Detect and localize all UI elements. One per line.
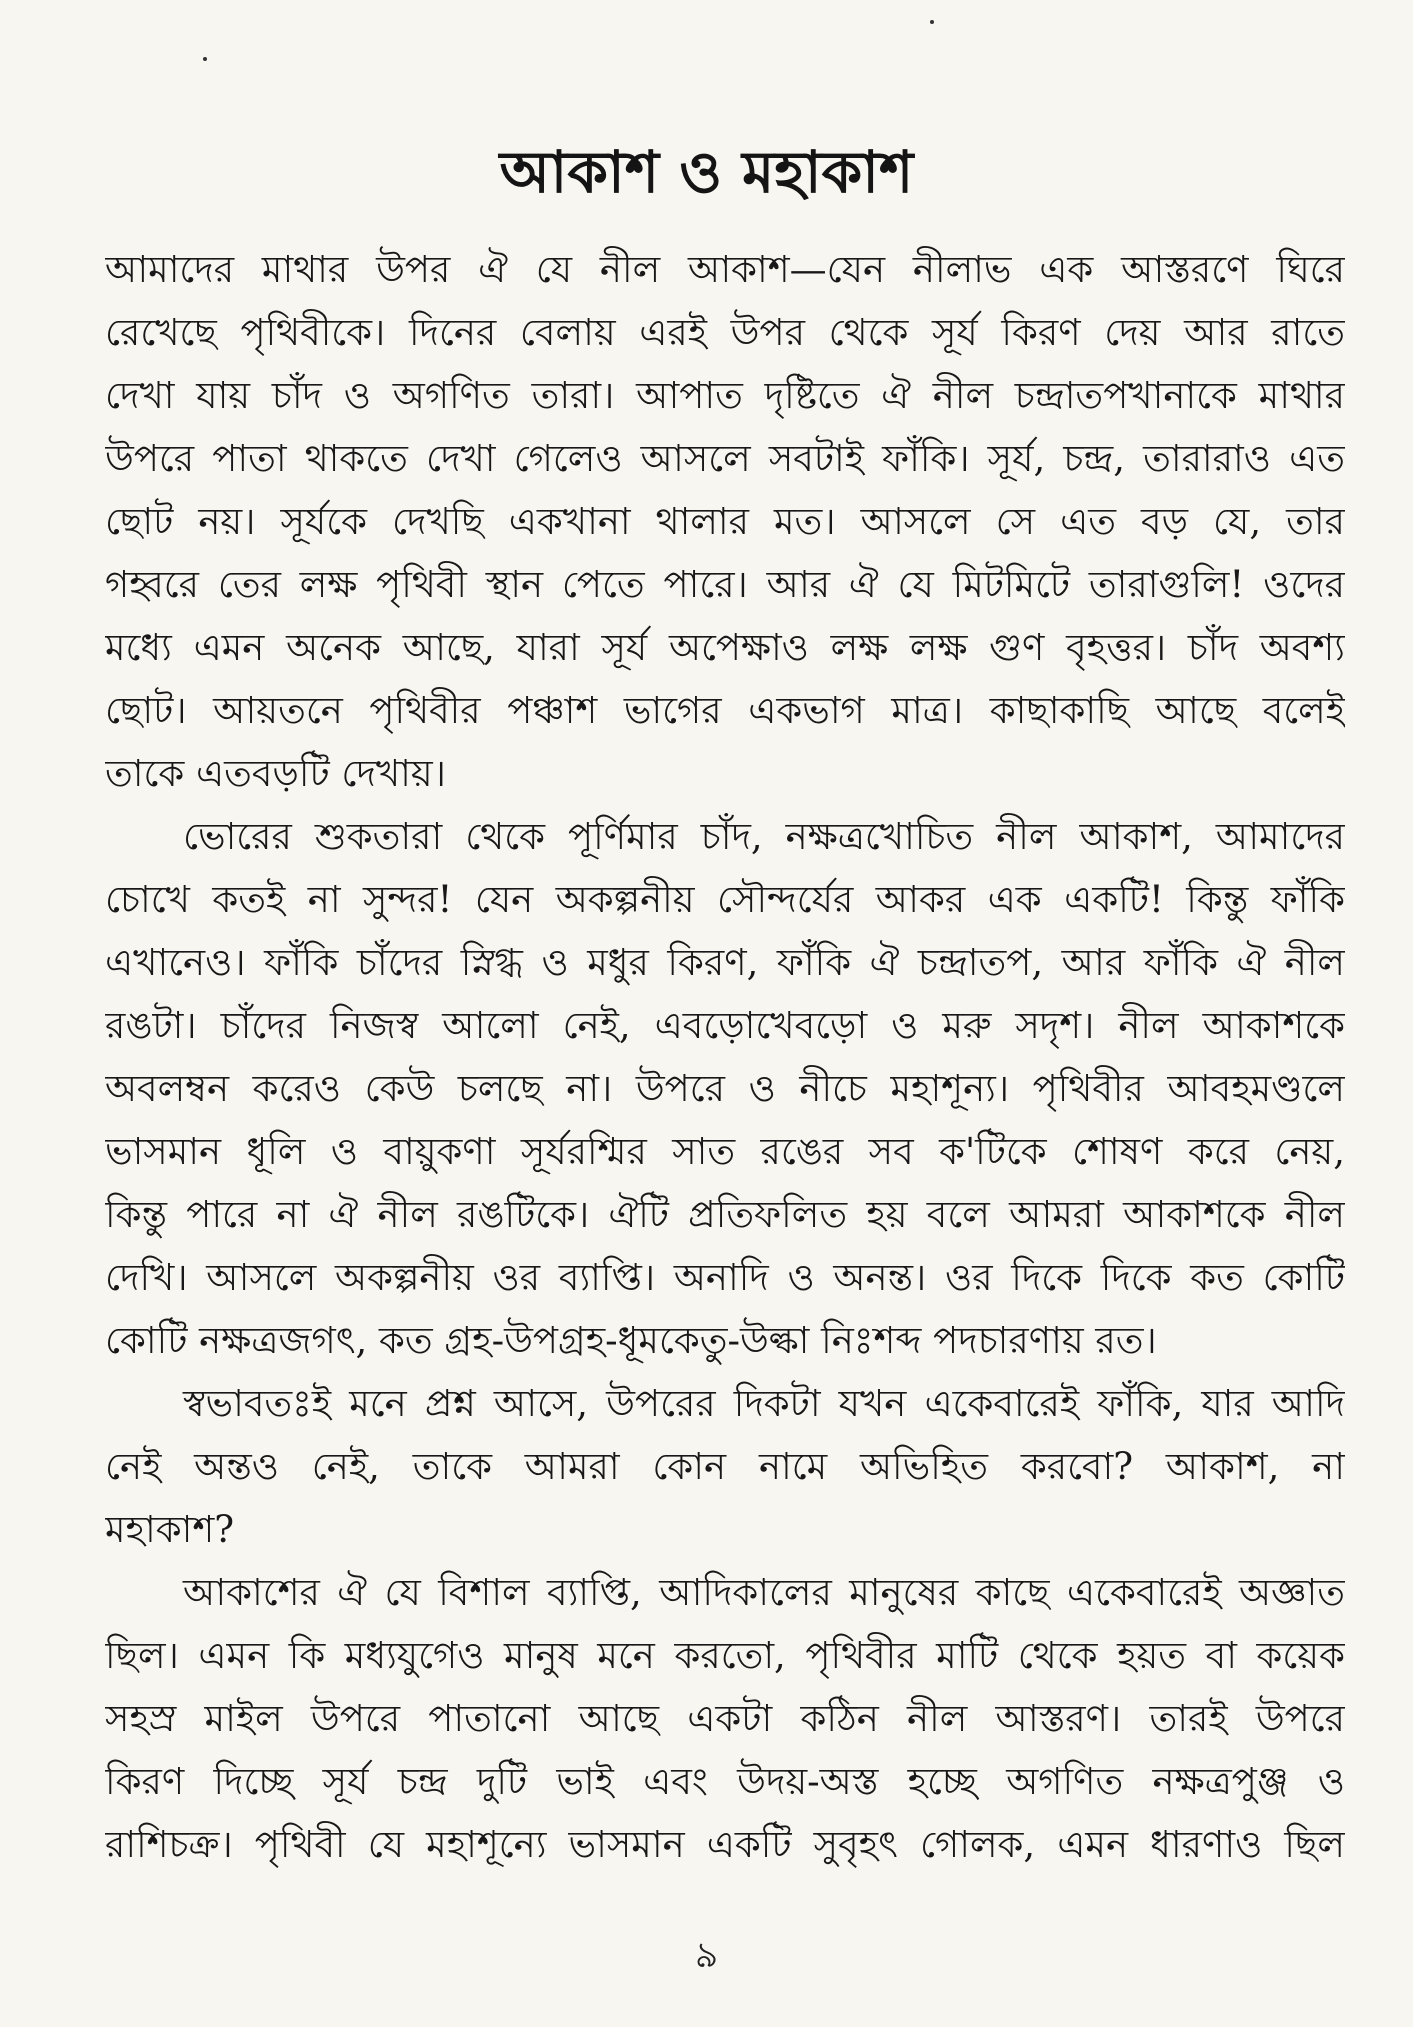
- text-line: দেখি। আসলে অকল্পনীয় ওর ব্যাপ্তি। অনাদি ও অনন্ত। ওর দিকে দিকে কত কোটি: [105, 1256, 1345, 1299]
- page-number: ৯: [694, 1935, 719, 1976]
- text-line: আমাদের মাথার উপর ঐ যে নীল আকাশ—যেন নীলাভ এক আস্তরণে ঘিরে: [105, 248, 1345, 291]
- ink-speck: [203, 57, 207, 61]
- text-line: আকাশের ঐ যে বিশাল ব্যাপ্তি, আদিকালের মানুষের কাছে একেবারেই অজ্ঞাত: [183, 1571, 1345, 1614]
- text-line: এখানেও। ফাঁকি চাঁদের স্নিগ্ধ ও মধুর কিরণ, ফাঁকি ঐ চন্দ্রাতপ, আর ফাঁকি ঐ নীল: [105, 941, 1345, 984]
- text-line: কোটি নক্ষত্রজগৎ, কত গ্রহ-উপগ্রহ-ধূমকেতু-উল্কা নিঃশব্দ পদচারণায় রত।: [105, 1319, 1157, 1362]
- ink-speck: [930, 20, 934, 24]
- text-line: অবলম্বন করেও কেউ চলছে না। উপরে ও নীচে মহাশূন্য। পৃথিবীর আবহমণ্ডলে: [105, 1067, 1345, 1110]
- page-title: আকাশ ও মহাকাশ: [499, 138, 914, 206]
- text-line: কিন্তু পারে না ঐ নীল রঙটিকে। ঐটি প্রতিফলিত হয় বলে আমরা আকাশকে নীল: [105, 1193, 1345, 1236]
- text-line: সহস্র মাইল উপরে পাতানো আছে একটা কঠিন নীল আস্তরণ। তারই উপরে: [105, 1697, 1345, 1740]
- text-line: তাকে এতবড়টি দেখায়।: [105, 752, 446, 795]
- body-text: [105, 238, 1345, 1876]
- text-line: গহ্বরে তের লক্ষ পৃথিবী স্থান পেতে পারে। আর ঐ যে মিটমিটে তারাগুলি! ওদের: [105, 563, 1345, 606]
- text-line: নেই অন্তও নেই, তাকে আমরা কোন নামে অভিহিত করবো? আকাশ, না: [105, 1445, 1345, 1488]
- text-line: ছিল। এমন কি মধ্যযুগেও মানুষ মনে করতো, পৃথিবীর মাটি থেকে হয়ত বা কয়েক: [105, 1634, 1345, 1677]
- text-line: ভাসমান ধূলি ও বায়ুকণা সূর্যরশ্মির সাত রঙের সব ক'টিকে শোষণ করে নেয়,: [105, 1130, 1345, 1173]
- text-line: ছোট নয়। সূর্যকে দেখছি একখানা থালার মত। আসলে সে এত বড় যে, তার: [105, 500, 1345, 543]
- text-line: রেখেছে পৃথিবীকে। দিনের বেলায় এরই উপর থেকে সূর্য কিরণ দেয় আর রাতে: [105, 311, 1345, 354]
- text-line: দেখা যায় চাঁদ ও অগণিত তারা। আপাত দৃষ্টিতে ঐ নীল চন্দ্রাতপখানাকে মাথার: [105, 374, 1345, 417]
- text-line: রঙটা। চাঁদের নিজস্ব আলো নেই, এবড়োখেবড়ো ও মরু সদৃশ। নীল আকাশকে: [105, 1004, 1345, 1047]
- text-line: চোখে কতই না সুন্দর! যেন অকল্পনীয় সৌন্দর্যের আকর এক একটি! কিন্তু ফাঁকি: [105, 878, 1345, 921]
- text-line: কিরণ দিচ্ছে সূর্য চন্দ্র দুটি ভাই এবং উদয়-অস্ত হচ্ছে অগণিত নক্ষত্রপুঞ্জ ও: [105, 1760, 1345, 1803]
- text-line: রাশিচক্র। পৃথিবী যে মহাশূন্যে ভাসমান একটি সুবৃহৎ গোলক, এমন ধারণাও ছিল: [105, 1823, 1345, 1866]
- text-line: মহাকাশ?: [105, 1508, 235, 1551]
- text-line: উপরে পাতা থাকতে দেখা গেলেও আসলে সবটাই ফাঁকি। সূর্য, চন্দ্র, তারারাও এত: [105, 437, 1345, 480]
- text-line: ছোট। আয়তনে পৃথিবীর পঞ্চাশ ভাগের একভাগ মাত্র। কাছাকাছি আছে বলেই: [105, 689, 1345, 732]
- text-line: মধ্যে এমন অনেক আছে, যারা সূর্য অপেক্ষাও লক্ষ লক্ষ গুণ বৃহত্তর। চাঁদ অবশ্য: [105, 626, 1345, 669]
- text-line: ভোরের শুকতারা থেকে পূর্ণিমার চাঁদ, নক্ষত্রখোচিত নীল আকাশ, আমাদের: [183, 815, 1345, 858]
- text-line: স্বভাবতঃই মনে প্রশ্ন আসে, উপরের দিকটা যখন একেবারেই ফাঁকি, যার আদি: [183, 1382, 1345, 1425]
